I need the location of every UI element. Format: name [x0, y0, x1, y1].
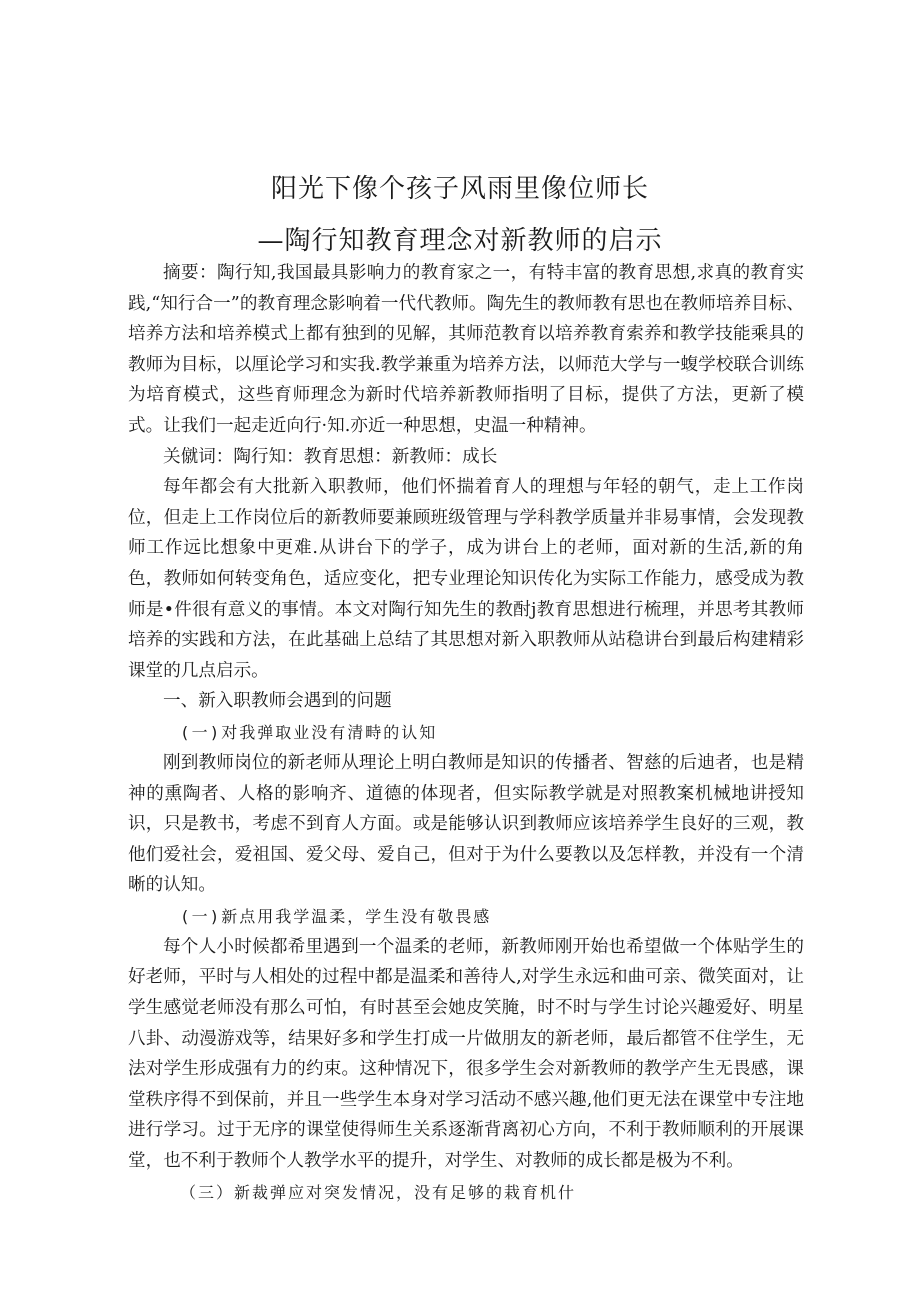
abstract-paragraph: 摘要：陶行知,我国最具影响力的教育家之一，有特丰富的教育思想,求真的教育实践,“知行合一”的教育理念影响着一代代教师。陶先生的教师教有思也在教师培养目标、培养方法和培养模式上都有独到的见解，其师范教育以培养教育索养和教学技能乘具的教师为目标，以厘论学习和实我.教学兼重为培养方法，以师范大学与一蝮学校联合训练为培育模式，这些育师理念为新时代培养新教师指明了目标，提供了方法，更新了模式。让我们一起走近向行·知.亦近一种思想，史温一种精神。	[128, 263, 804, 436]
section-heading: 一、新入职教师会遇到的问题	[163, 691, 392, 712]
keywords-line: 关僦词：陶行知：教育思想：新教师：成长	[163, 446, 498, 467]
intro-paragraph: 每年都会有大批新入职教师，他们怀揣着育人的理想与年轻的朝气，走上工作岗位，但走上工作岗位后的新教师要兼顾班级管理与学科教学质量并非易事情，会发现教师工作远比想象中更难.从讲台下的学子，成为讲台上的老师，面对新的生活,新的角色，教师如何转变角色，适应变化，把专业理论知识传化为实际工作能力，感受成为教师是•件很有意义的事情。本文对陶行知先生的教酎j教育思想进行梳理，并思考其教师培养的实践和方法，在此基础上总结了其思想对新入职教师从站稳讲台到最后构建精彩课堂的几点启示。	[128, 477, 804, 681]
subsection-heading: (一)新点用我学温柔，学生没有敬畏感	[180, 906, 492, 926]
subsection-heading: （三）新裁弹应对突发情况，没有足够的栽育机什	[180, 1182, 577, 1202]
document-title: 阳光下像个孩子风雨里像位师长	[270, 174, 649, 204]
body-paragraph: 刚到教师岗位的新老师从理论上明白教师是知识的传播者、智慈的后迪者，也是精神的熏陶者、人格的影响齐、道德的体现者，但实际教学就是对照教案机械地讲授知识，只是教书，考虑不到育人方面。或是能够认识到教师应该培养学生良好的三观，教他们爱社会，爱祖国、爱父母、爱自己，但对于为什么要教以及怎样教，并没有一个清晰的认知。	[128, 752, 804, 896]
document-subtitle: —陶行知教育理念对新教师的启示	[257, 226, 663, 256]
subsection-heading: (一)对我弹取业没有清畤的认知	[180, 722, 438, 742]
document-body	[128, 258, 804, 1208]
body-paragraph: 每个人小时候都希里遇到一个温柔的老师，新教师刚开始也希望做一个体贴学生的好老师，平时与人相处的过程中都是温柔和善待人,对学生永远和曲可亲、微笑面对，让学生感觉老师没有那么可怕，有时甚至会她皮笑腌，时不时与学生讨论兴趣爱好、明星八卦、动漫游戏等，结果好多和学生打成一片做朋友的新老师，最后都管不住学生，无法对学生形成强有力的约束。这种情况下，很多学生会对新教师的教学产生无畏感，课堂秩序得不到保前，并且一些学生本身对学习活动不感兴趣,他们更无法在课堂中专注地进行学习。过于无序的课堂使得师生关系逐渐背离初心方向，不利于教师顺利的开展课堂，也不利于教师个人教学水平的提升，对学生、对教师的成长都是极为不利。	[128, 936, 804, 1172]
